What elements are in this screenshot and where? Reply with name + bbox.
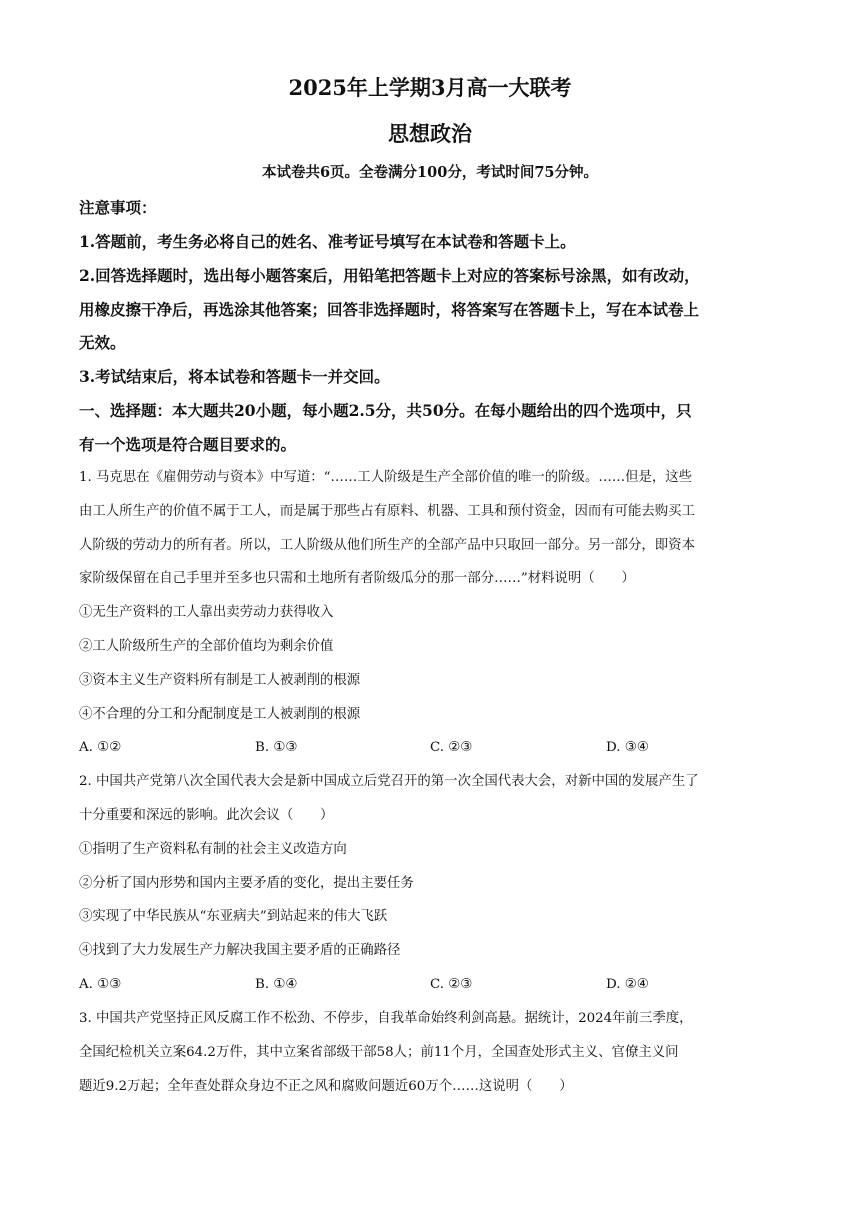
option-d: D. ③④ [606,740,649,755]
exam-title: 2025年上学期3月高一大联考 [288,75,572,100]
statement-item: ②分析了国内形势和国内主要矛盾的变化，提出主要任务 [79,876,414,891]
statement-item: ④不合理的分工和分配制度是工人被剥削的根源 [79,707,361,722]
statement-item: ③实现了中华民族从“东亚病夫”到站起来的伟大飞跃 [79,909,388,924]
section-heading: 一、选择题：本大题共20小题，每小题2.5分，共50分。在每小题给出的四个选项中，只 [79,401,692,420]
note-line: 1.答题前，考生务必将自己的姓名、准考证号填写在本试卷和答题卡上。 [79,232,576,251]
question-stem-line: 人阶级的劳动力的所有者。所以，工人阶级从他们所生产的全部产品中只取回一部分。另一部分，即资本 [79,538,695,553]
option-c: C. ②③ [430,977,473,992]
statement-item: ④找到了大力发展生产力解决我国主要矛盾的正确路径 [79,943,401,958]
statement-item: ①指明了生产资料私有制的社会主义改造方向 [79,842,347,857]
subject-title: 思想政治 [388,121,472,146]
exam-info: 本试卷共6页。全卷满分100分，考试时间75分钟。 [261,164,599,181]
statement-item: ③资本主义生产资料所有制是工人被剥削的根源 [79,673,361,688]
question-stem-line: 十分重要和深远的影响。此次会议（ ） [79,808,334,823]
option-a: A. ①② [79,740,122,755]
section-heading: 有一个选项是符合题目要求的。 [79,435,297,454]
note-line: 无效。 [79,333,126,352]
option-d: D. ②④ [606,977,649,992]
notes-heading: 注意事项： [79,198,157,217]
question-stem-line: 由工人所生产的价值不属于工人，而是属于那些占有原料、机器、工具和预付资金，因而有可能去购买工 [79,504,695,519]
statement-item: ①无生产资料的工人靠出卖劳动力获得收入 [79,605,334,620]
question-stem-line: 全国纪检机关立案64.2万件，其中立案省部级干部58人；前11个月，全国查处形式主义、官僚主义问 [79,1045,679,1060]
option-a: A. ①③ [79,977,122,992]
note-line: 2.回答选择题时，选出每小题答案后，用铅笔把答题卡上对应的答案标号涂黑，如有改动， [79,266,700,285]
note-line: 3.考试结束后，将本试卷和答题卡一并交回。 [79,367,390,386]
question-stem-line: 1. 马克思在《雇佣劳动与资本》中写道：“……工人阶级是生产全部价值的唯一的阶级。……但是，这些 [79,470,693,485]
question-stem-line: 2. 中国共产党第八次全国代表大会是新中国成立后党召开的第一次全国代表大会，对新中国的发展产生了 [79,774,699,789]
note-line: 用橡皮擦干净后，再选涂其他答案；回答非选择题时，将答案写在答题卡上，写在本试卷上 [79,300,700,319]
question-stem-line: 题近9.2万起；全年查处群众身边不正之风和腐败问题近60万个……这说明（ ） [79,1079,573,1094]
option-b: B. ①③ [255,740,298,755]
statement-item: ②工人阶级所生产的全部价值均为剩余价值 [79,639,334,654]
question-stem-line: 3. 中国共产党坚持正风反腐工作不松劲、不停步，自我革命始终利剑高悬。据统计，2024年前三季度， [79,1011,693,1026]
option-b: B. ①④ [255,977,298,992]
option-c: C. ②③ [430,740,473,755]
question-stem-line: 家阶级保留在自己手里并至多也只需和土地所有者阶级瓜分的那一部分……”材料说明（ ） [79,571,635,586]
